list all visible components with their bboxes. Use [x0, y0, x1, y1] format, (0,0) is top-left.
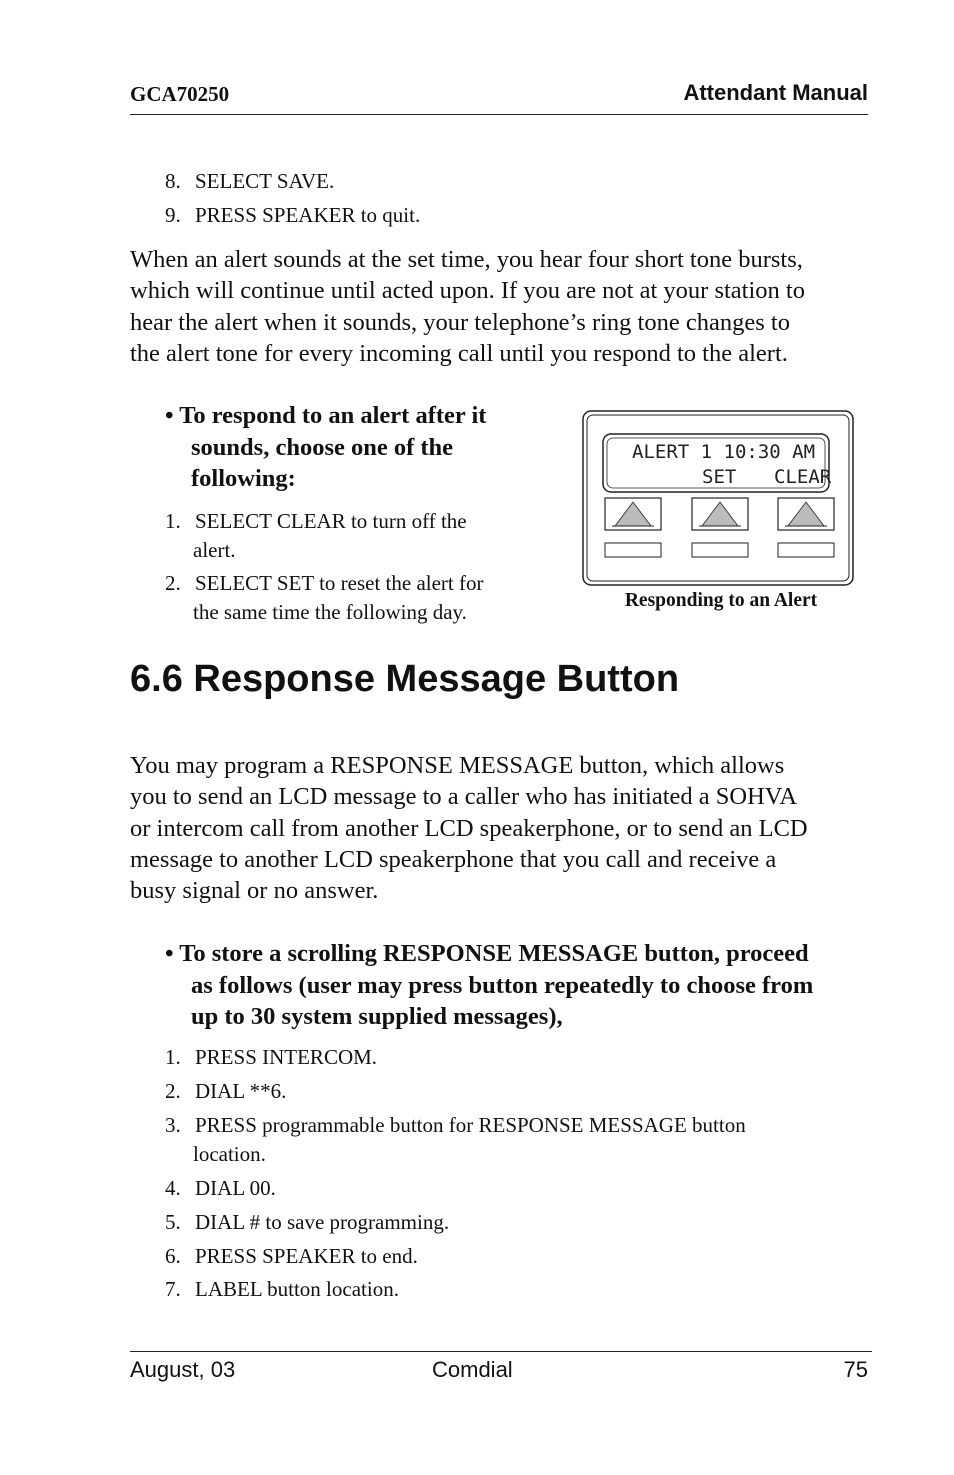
store-step-4: 4. DIAL 00.: [165, 1176, 276, 1200]
label-strip-right: [778, 543, 834, 557]
label-strip-center: [692, 543, 748, 557]
lcd-clear-label: CLEAR: [774, 466, 832, 488]
doc-id: GCA70250: [130, 82, 230, 106]
lcd-panel-figure: [582, 410, 854, 586]
intro-paragraph: When an alert sounds at the set time, you hear four short tone bursts, which will continue until acted upon. If you are not at your station to hear the alert when it sounds, your telephone’s ring tone changes to the alert tone for every incoming call until you respond to the alert.: [130, 246, 805, 367]
manual-title: Attendant Manual: [683, 80, 868, 105]
respond-step-2: 2. SELECT SET to reset the alert for the same time the following day.: [165, 571, 484, 624]
softkey-right[interactable]: [778, 498, 834, 530]
respond-step-1: 1. SELECT CLEAR to turn off the alert.: [165, 509, 467, 562]
store-step-7: 7. LABEL button location.: [165, 1277, 399, 1301]
lcd-line-1: ALERT 1 10:30 AM: [632, 441, 816, 463]
store-step-5: 5. DIAL # to save programming.: [165, 1210, 450, 1234]
softkey-center[interactable]: [692, 498, 748, 530]
step-8: 8. SELECT SAVE.: [165, 169, 335, 193]
store-step-3: 3. PRESS programmable button for RESPONSE MESSAGE button location.: [165, 1113, 746, 1166]
store-step-1: 1. PRESS INTERCOM.: [165, 1045, 378, 1069]
footer-date: August, 03: [130, 1357, 236, 1382]
figure-caption: Responding to an Alert: [624, 590, 818, 611]
page-footer: [130, 1351, 872, 1392]
page-header: [130, 80, 868, 115]
store-bullet: • To store a scrolling RESPONSE MESSAGE button, proceed as follows (user may press button repeatedly to choose from up to 30 system supplied messages),: [165, 940, 814, 1030]
page-number: 75: [843, 1357, 868, 1382]
store-step-6: 6. PRESS SPEAKER to end.: [165, 1244, 418, 1268]
section-paragraph: You may program a RESPONSE MESSAGE button, which allows you to send an LCD message to a caller who has initiated a SOHVA or intercom call from another LCD speakerphone, or to send an LCD message to another LCD speakerphone that you call and receive a busy signal or no answer.: [130, 752, 808, 905]
respond-bullet: • To respond to an alert after it sounds, choose one of the following:: [165, 402, 487, 492]
step-9: 9. PRESS SPEAKER to quit.: [165, 203, 421, 227]
footer-company: Comdial: [432, 1357, 513, 1382]
store-step-2: 2. DIAL **6.: [165, 1079, 287, 1103]
softkey-left[interactable]: [605, 498, 661, 530]
lcd-set-label: SET: [702, 466, 737, 488]
label-strip-left: [605, 543, 661, 557]
section-title: 6.6 Response Message Button: [130, 658, 680, 700]
lcd-panel-drawing: [582, 410, 854, 586]
